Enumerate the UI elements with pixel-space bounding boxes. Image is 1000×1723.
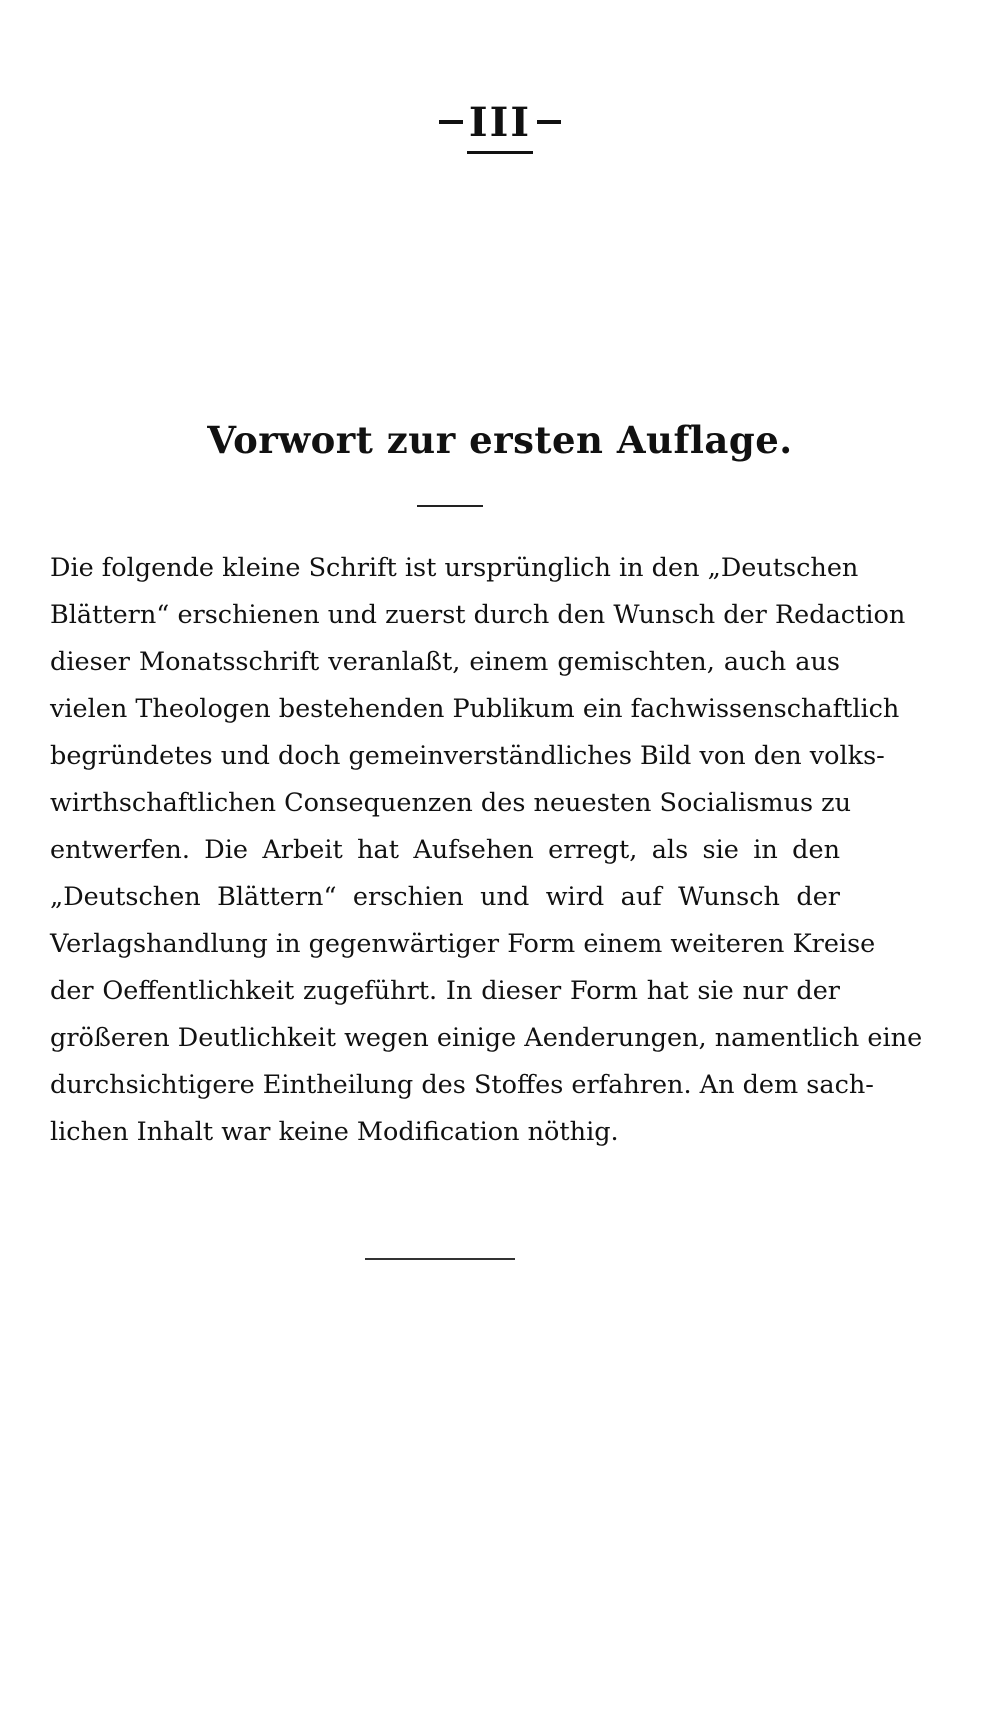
body-line: dieser Monatsschrift veranlaßt, einem gemischten, auch aus: [50, 647, 840, 677]
title-divider: [417, 505, 483, 507]
body-line: entwerfen. Die Arbeit hat Aufsehen erregt, als sie in den: [50, 835, 840, 865]
body-line: wirthschaftlichen Consequenzen des neuesten Socialismus zu: [50, 788, 852, 818]
page-number-right-dash: [537, 120, 561, 124]
body-line: Blättern“ erschienen und zuerst durch den Wunsch der Redaction: [50, 600, 906, 630]
preface-body: [50, 545, 923, 1156]
end-divider: [365, 1258, 515, 1260]
body-line: Die folgende kleine Schrift ist ursprünglich in den „Deutschen: [50, 553, 859, 583]
body-line: Verlagshandlung in gegenwärtiger Form einem weiteren Kreise: [50, 929, 876, 959]
section-title: Vorwort zur ersten Auflage.: [207, 418, 793, 462]
body-line: größeren Deutlichkeit wegen einige Aenderungen, namentlich eine: [50, 1023, 923, 1053]
page-number: [0, 95, 1000, 146]
body-line: lichen Inhalt war keine Modification nöthig.: [50, 1117, 619, 1147]
page-number-numeral: III: [468, 98, 532, 146]
body-line: durchsichtigere Eintheilung des Stoffes erfahren. An dem sach-: [50, 1070, 874, 1100]
page-number-left-dash: [439, 120, 463, 124]
body-line: „Deutschen Blättern“ erschien und wird auf Wunsch der: [50, 882, 840, 912]
body-line: begründetes und doch gemeinverständliches Bild von den volks-: [50, 741, 885, 771]
body-line: vielen Theologen bestehenden Publikum ein fachwissenschaftlich: [50, 694, 900, 724]
body-line: der Oeffentlichkeit zugeführt. In dieser Form hat sie nur der: [50, 976, 840, 1006]
